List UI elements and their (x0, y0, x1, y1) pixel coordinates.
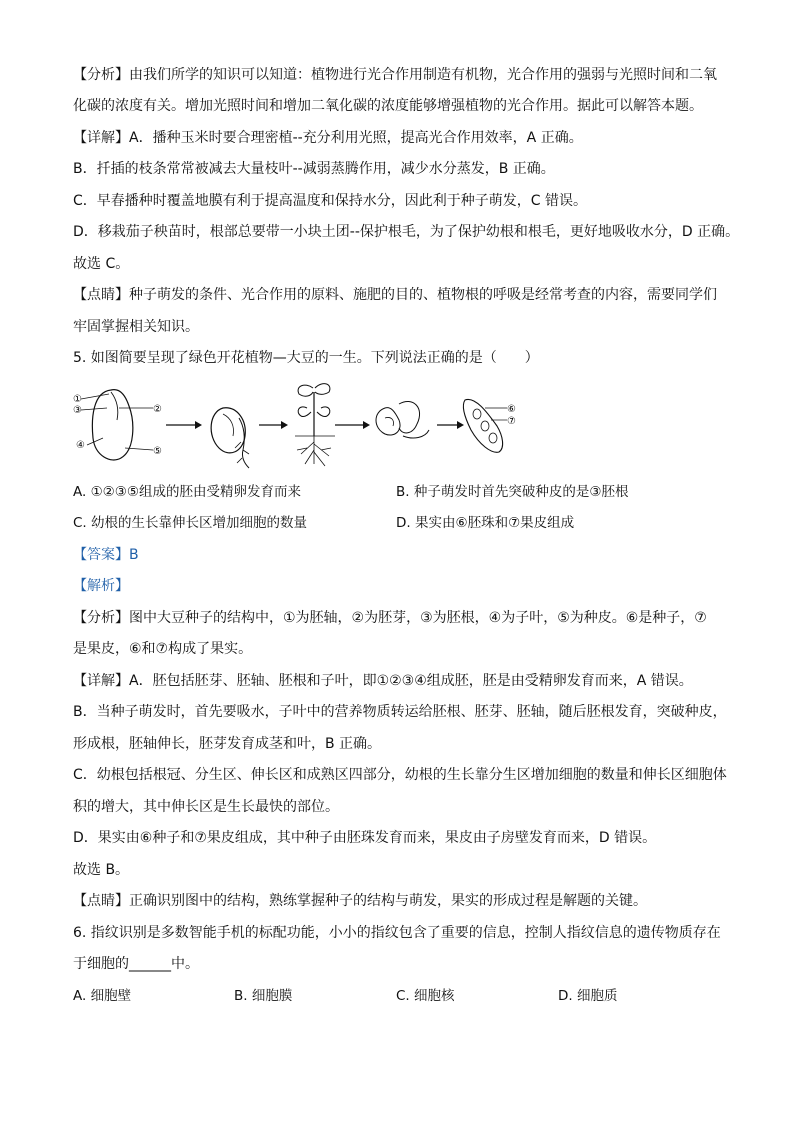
pod-illustration (463, 399, 516, 452)
flower-illustration (376, 401, 429, 438)
label-6: ⑥ (507, 404, 516, 415)
q5-detail-d: D．果实由⑥种子和⑦果皮组成，其中种子由胚珠发育而来，果皮由子房壁发育而来，D 错误。 (73, 830, 657, 846)
soybean-life-cycle-diagram (73, 378, 533, 470)
q5-detail-b-line-2: 形成根，胚轴伸长，胚芽发育成茎和叶，B 正确。 (73, 736, 382, 752)
seedling-illustration (295, 384, 335, 466)
q5-analysis-line-1: 【分析】图中大豆种子的结构中，①为胚轴，②为胚芽，③为胚根，④为子叶，⑤为种皮。⑥是种子，⑦ (73, 610, 707, 626)
q4-detail-c: C．早春播种时覆盖地膜有利于提高温度和保持水分，因此利于种子萌发，C 错误。 (73, 193, 587, 209)
q5-stem: 5. 如图简要呈现了绿色开花植物—大豆的一生。下列说法正确的是（ ） (73, 350, 539, 366)
q4-detail-b: B．扦插的枝条常常被减去大量枝叶--减弱蒸腾作用，减少水分蒸发，B 正确。 (73, 161, 555, 177)
q4-analysis-line-2: 化碳的浓度有关。增加光照时间和增加二氧化碳的浓度能够增强植物的光合作用。据此可以解答本题。 (73, 98, 703, 114)
label-1: ① (73, 394, 82, 405)
q5-answer: 【答案】B (73, 547, 139, 563)
label-2: ② (153, 404, 162, 415)
arrow (437, 421, 464, 429)
q5-detail-c-line-1: C．幼根包括根冠、分生区、伸长区和成熟区四部分，幼根的生长靠分生区增加细胞的数量和伸长区细胞体 (73, 767, 727, 783)
q5-explain-heading: 【解析】 (73, 578, 129, 594)
q6-option-c: C. 细胞核 (396, 988, 455, 1004)
q5-conclusion: 故选 B。 (73, 862, 130, 878)
q4-analysis-line-1: 【分析】由我们所学的知识可以知道：植物进行光合作用制造有机物，光合作用的强弱与光照时间和二氧 (73, 67, 717, 83)
q5-option-c: C. 幼根的生长靠伸长区增加细胞的数量 (73, 515, 308, 531)
q5-detail-a: 【详解】A．胚包括胚芽、胚轴、胚根和子叶，即①②③④组成胚，胚是由受精卵发育而来，A 错误。 (73, 673, 693, 689)
q5-option-a: A. ①②③⑤组成的胚由受精卵发育而来 (73, 484, 301, 500)
q6-stem-line-1: 6. 指纹识别是多数智能手机的标配功能，小小的指纹包含了重要的信息，控制人指纹信息的遗传物质存在 (73, 925, 721, 941)
q6-stem-line-2: 于细胞的______中。 (73, 956, 199, 972)
q4-conclusion: 故选 C。 (73, 256, 130, 272)
q4-comment-line-2: 牢固掌握相关知识。 (73, 319, 199, 335)
label-7: ⑦ (507, 416, 516, 427)
label-3: ③ (73, 405, 82, 416)
q5-option-d: D. 果实由⑥胚珠和⑦果皮组成 (396, 515, 575, 531)
arrow (259, 421, 288, 429)
q5-detail-c-line-2: 积的增大，其中伸长区是生长最快的部位。 (73, 799, 339, 815)
arrow (166, 421, 202, 429)
q5-detail-b-line-1: B．当种子萌发时，首先要吸水，子叶中的营养物质转运给胚根、胚芽、胚轴，随后胚根发育，突破种皮， (73, 704, 727, 720)
arrow (335, 421, 370, 429)
q5-option-b: B. 种子萌发时首先突破种皮的是③胚根 (396, 484, 629, 500)
germinating-seed-illustration (211, 408, 249, 468)
q4-comment-line-1: 【点睛】种子萌发的条件、光合作用的原料、施肥的目的、植物根的呼吸是经常考查的内容，需要同学们 (73, 287, 717, 303)
label-4: ④ (76, 440, 85, 451)
q5-comment: 【点睛】正确识别图中的结构，熟练掌握种子的结构与萌发，果实的形成过程是解题的关键。 (73, 893, 647, 909)
seed-illustration (73, 390, 162, 460)
q4-detail-d: D．移栽茄子秧苗时，根部总要带一小块土团--保护根毛，为了保护幼根和根毛，更好地吸收水分，D 正确。 (73, 224, 740, 240)
q4-detail-a: 【详解】A．播种玉米时要合理密植--充分利用光照，提高光合作用效率，A 正确。 (73, 130, 583, 146)
q6-option-b: B. 细胞膜 (234, 988, 293, 1004)
q5-analysis-line-2: 是果皮，⑥和⑦构成了果实。 (73, 641, 253, 657)
q6-option-a: A. 细胞壁 (73, 988, 132, 1004)
label-5: ⑤ (153, 446, 162, 457)
q6-option-d: D. 细胞质 (558, 988, 618, 1004)
